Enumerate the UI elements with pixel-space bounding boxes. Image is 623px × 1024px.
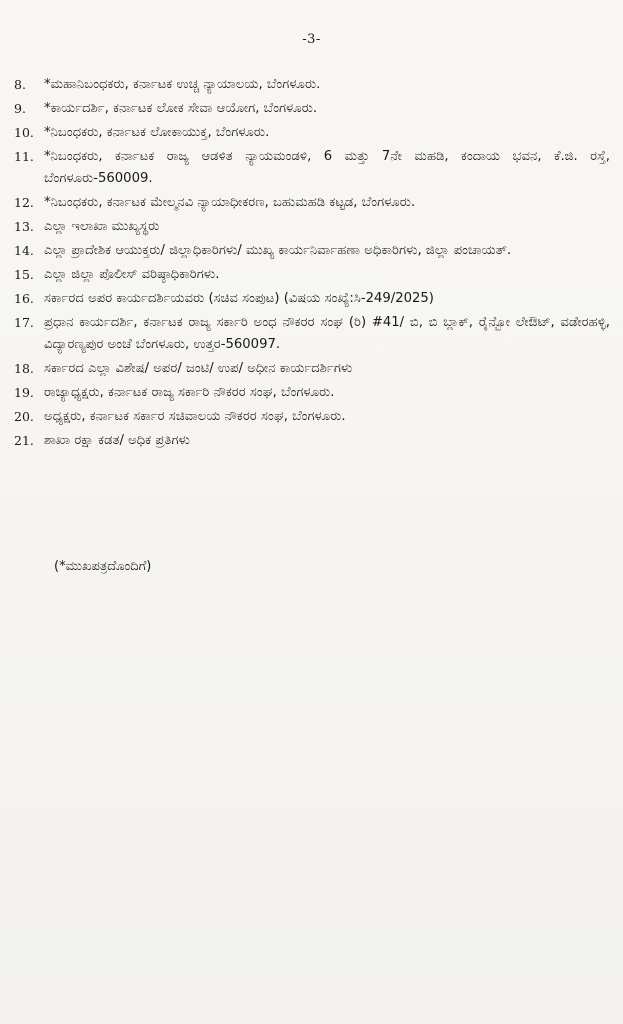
item-text: *ಮಹಾನಿಬಂಧಕರು, ಕರ್ನಾಟಕ ಉಚ್ಚ ನ್ಯಾಯಾಲಯ, ಬೆಂಗಳೂರು. <box>44 77 321 92</box>
list-item <box>14 192 610 214</box>
list-item <box>14 382 610 404</box>
list-item <box>14 312 610 356</box>
item-text: ಸರ್ಕಾರದ ಎಲ್ಲಾ ವಿಶೇಷ/ ಅಪರ/ ಜಂಟಿ/ ಉಪ/ ಅಧೀನ ಕಾರ್ಯದರ್ಶಿಗಳು <box>44 361 353 376</box>
enclosure-note: (*ಮುಖಪತ್ರದೊಂದಿಗೆ) <box>54 559 152 574</box>
item-text: ಅಧ್ಯಕ್ಷರು, ಕರ್ನಾಟಕ ಸರ್ಕಾರ ಸಚಿವಾಲಯ ನೌಕರರ ಸಂಘ, ಬೆಂಗಳೂರು. <box>44 409 346 424</box>
list-item <box>14 264 610 286</box>
list-item <box>14 74 610 96</box>
item-text: *ನಿಬಂಧಕರು, ಕರ್ನಾಟಕ ಲೋಕಾಯುಕ್ತ, ಬೆಂಗಳೂರು. <box>44 125 270 140</box>
item-number: 10. <box>14 125 34 140</box>
item-text: ಪ್ರಧಾನ ಕಾರ್ಯದರ್ಶಿ, ಕರ್ನಾಟಕ ರಾಜ್ಯ ಸರ್ಕಾರಿ ಅಂಧ ನೌಕರರ ಸಂಘ (ರಿ) #41/ ಬಿ, ಬಿ ಬ್ಲಾಕ್, ರೈನ್ಬೋ ಲೇಔಟ್, ವಡೇರಹಳ್ಳಿ, ವಿದ್ಯಾರಣ್ಯಪುರ ಅಂಚೆ ಬೆಂಗಳೂರು, ಉತ್ತರ-560097. <box>44 315 610 352</box>
item-number: 18. <box>14 361 34 376</box>
list-item <box>14 122 610 144</box>
item-number: 19. <box>14 385 34 400</box>
page-number: -3- <box>302 32 321 47</box>
list-item <box>14 146 610 190</box>
item-number: 11. <box>14 149 34 164</box>
item-text: ಸರ್ಕಾರದ ಅಪರ ಕಾರ್ಯದರ್ಶಿಯವರು (ಸಚಿವ ಸಂಪುಟ) (ವಿಷಯ ಸಂಖ್ಯೆ:ಸಿ-249/2025) <box>44 291 434 306</box>
item-text: *ಕಾರ್ಯದರ್ಶಿ, ಕರ್ನಾಟಕ ಲೋಕ ಸೇವಾ ಆಯೋಗ, ಬೆಂಗಳೂರು. <box>44 101 318 116</box>
item-number: 9. <box>14 101 26 116</box>
item-text: ಎಲ್ಲಾ ಪ್ರಾದೇಶಿಕ ಆಯುಕ್ತರು/ ಜಿಲ್ಲಾಧಿಕಾರಿಗಳು/ ಮುಖ್ಯ ಕಾರ್ಯನಿರ್ವಾಹಣಾ ಅಧಿಕಾರಿಗಳು, ಜಿಲ್ಲಾ ಪಂಚಾಯತ್. <box>44 243 512 258</box>
list-item <box>14 358 610 380</box>
item-text: ಎಲ್ಲಾ ಜಿಲ್ಲಾ ಪೊಲೀಸ್ ವರಿಷ್ಠಾಧಿಕಾರಿಗಳು. <box>44 267 220 282</box>
list-item <box>14 98 610 120</box>
item-number: 13. <box>14 219 34 234</box>
list-item <box>14 288 610 310</box>
item-number: 21. <box>14 433 34 448</box>
item-text: ಶಾಖಾ ರಕ್ಷಾ ಕಡತ/ ಅಧಿಕ ಪ್ರತಿಗಳು <box>44 433 190 448</box>
recipient-list <box>14 74 610 454</box>
list-item <box>14 430 610 452</box>
item-text: *ನಿಬಂಧಕರು, ಕರ್ನಾಟಕ ರಾಜ್ಯ ಆಡಳಿತ ನ್ಯಾಯಮಂಡಳಿ, 6 ಮತ್ತು 7ನೇ ಮಹಡಿ, ಕಂದಾಯ ಭವನ, ಕೆ.ಜಿ. ರಸ್ತೆ, ಬೆಂಗಳೂರು-560009. <box>44 149 610 186</box>
item-number: 17. <box>14 315 34 330</box>
list-item <box>14 406 610 428</box>
list-item <box>14 216 610 238</box>
item-number: 20. <box>14 409 34 424</box>
item-number: 12. <box>14 195 34 210</box>
item-text: *ನಿಬಂಧಕರು, ಕರ್ನಾಟಕ ಮೇಲ್ಮನವಿ ನ್ಯಾಯಾಧೀಕರಣ, ಬಹುಮಹಡಿ ಕಟ್ಟಡ, ಬೆಂಗಳೂರು. <box>44 195 416 210</box>
item-number: 15. <box>14 267 34 282</box>
list-item <box>14 240 610 262</box>
item-number: 8. <box>14 77 26 92</box>
item-text: ರಾಜ್ಯಾಧ್ಯಕ್ಷರು, ಕರ್ನಾಟಕ ರಾಜ್ಯ ಸರ್ಕಾರಿ ನೌಕರರ ಸಂಘ, ಬೆಂಗಳೂರು. <box>44 385 335 400</box>
item-number: 16. <box>14 291 34 306</box>
item-number: 14. <box>14 243 34 258</box>
item-text: ಎಲ್ಲಾ ಇಲಾಖಾ ಮುಖ್ಯಸ್ಥರು <box>44 219 160 234</box>
